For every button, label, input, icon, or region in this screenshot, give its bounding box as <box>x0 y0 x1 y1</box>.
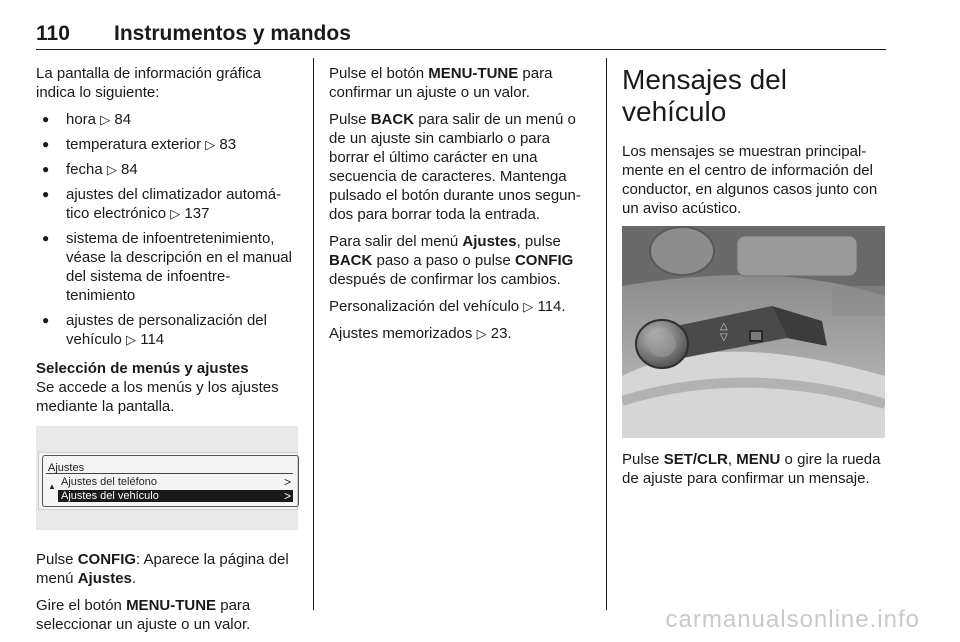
arrow-right-outline-icon: ▷ <box>523 299 534 314</box>
page-reference-link[interactable]: 114. <box>537 298 566 315</box>
list-item: ● sistema de infoentretenimiento, véase la descripción en el manual del sistema de infoentre-tenimiento <box>36 229 298 305</box>
left-column <box>36 64 298 642</box>
display-screen-frame <box>42 455 299 507</box>
set-clr-paragraph: Pulse SET/CLR, MENU o gire la rueda de ajuste para confirmar un mensaje. <box>622 451 881 487</box>
arrow-right-outline-icon: ▷ <box>106 162 117 177</box>
arrow-right-outline-icon: ▷ <box>476 326 487 341</box>
column-divider-1 <box>313 58 314 610</box>
menu-tune-paragraph: Gire el botón MENU-TUNE para seleccionar un ajuste o un valor. <box>36 597 251 633</box>
list-item: ● ajustes de personalización del vehículo ▷ 114 <box>36 311 298 349</box>
arrow-right-outline-icon: ▷ <box>100 112 111 127</box>
arrow-right-outline-icon: ▷ <box>205 137 216 152</box>
list-item: ● ajustes del climatizador automá-tico electrónico ▷ 137 <box>36 185 298 223</box>
list-item: ● temperatura exterior ▷ 83 <box>36 135 298 154</box>
page-reference-link[interactable]: 83 <box>219 136 237 153</box>
svg-text:△: △ <box>720 321 728 332</box>
display-screen-figure <box>36 426 298 530</box>
chevron-right-icon: > <box>283 489 291 503</box>
exit-menu-paragraph: Para salir del menú Ajustes, pulse BACK paso a paso o pulse CONFIG después de confirmar los cambios. <box>329 233 574 288</box>
personalization-reference: Personalización del vehículo ▷ 114. <box>329 298 566 315</box>
intro-text: La pantalla de información gráfica indica lo siguiente: <box>36 65 262 101</box>
list-item: ● hora ▷ 84 <box>36 110 298 129</box>
access-text: Se accede a los menús y los ajustes mediante la pantalla. <box>36 379 279 415</box>
column-divider-2 <box>606 58 607 610</box>
section-heading: Mensajes del vehículo <box>622 64 787 127</box>
screen-menu-item-selected: Ajustes del vehículo > <box>58 490 293 502</box>
right-column <box>622 64 886 496</box>
screen-menu-item: Ajustes del teléfono > <box>61 475 291 489</box>
page-reference-link[interactable]: 23. <box>490 325 512 342</box>
arrow-right-outline-icon: ▷ <box>126 332 137 347</box>
svg-text:▽: ▽ <box>720 332 728 343</box>
page-reference-link[interactable]: 84 <box>121 161 138 178</box>
arrow-right-outline-icon: ▷ <box>170 206 181 221</box>
triangle-up-icon: ▲ <box>48 482 56 491</box>
section-subheading: Selección de menús y ajustes <box>36 360 249 377</box>
info-list <box>36 110 298 349</box>
memory-settings-reference: Ajustes memorizados ▷ 23. <box>329 325 512 342</box>
back-paragraph: Pulse BACK para salir de un menú o de un ajuste sin cambiarlo o para borrar el último carácter en una secuencia de caracteres. Mantenga pulsado el botón durante unos segun-dos para borrar toda la entrada. <box>329 111 581 223</box>
page-reference-link[interactable]: 114 <box>140 331 165 348</box>
chevron-right-icon: > <box>283 475 291 489</box>
header-rule <box>36 49 886 50</box>
page-number: 110 <box>36 22 70 45</box>
page-header-title: Instrumentos y mandos <box>114 22 351 45</box>
screen-title: Ajustes <box>48 462 85 474</box>
page-reference-link[interactable]: 137 <box>184 205 210 222</box>
config-paragraph: Pulse CONFIG: Aparece la página del menú Ajustes. <box>36 551 289 587</box>
steering-stalk-photo <box>622 226 885 438</box>
confirm-paragraph: Pulse el botón MENU-TUNE para confirmar un ajuste o un valor. <box>329 65 553 101</box>
list-item: ● fecha ▷ 84 <box>36 160 298 179</box>
messages-paragraph: Los mensajes se muestran principal-mente en el centro de información del conductor, en algunos casos junto con un aviso acústico. <box>622 143 878 217</box>
page-reference-link[interactable]: 84 <box>114 111 132 128</box>
watermark: carmanualsonline.info <box>665 606 920 633</box>
middle-column <box>329 64 593 351</box>
